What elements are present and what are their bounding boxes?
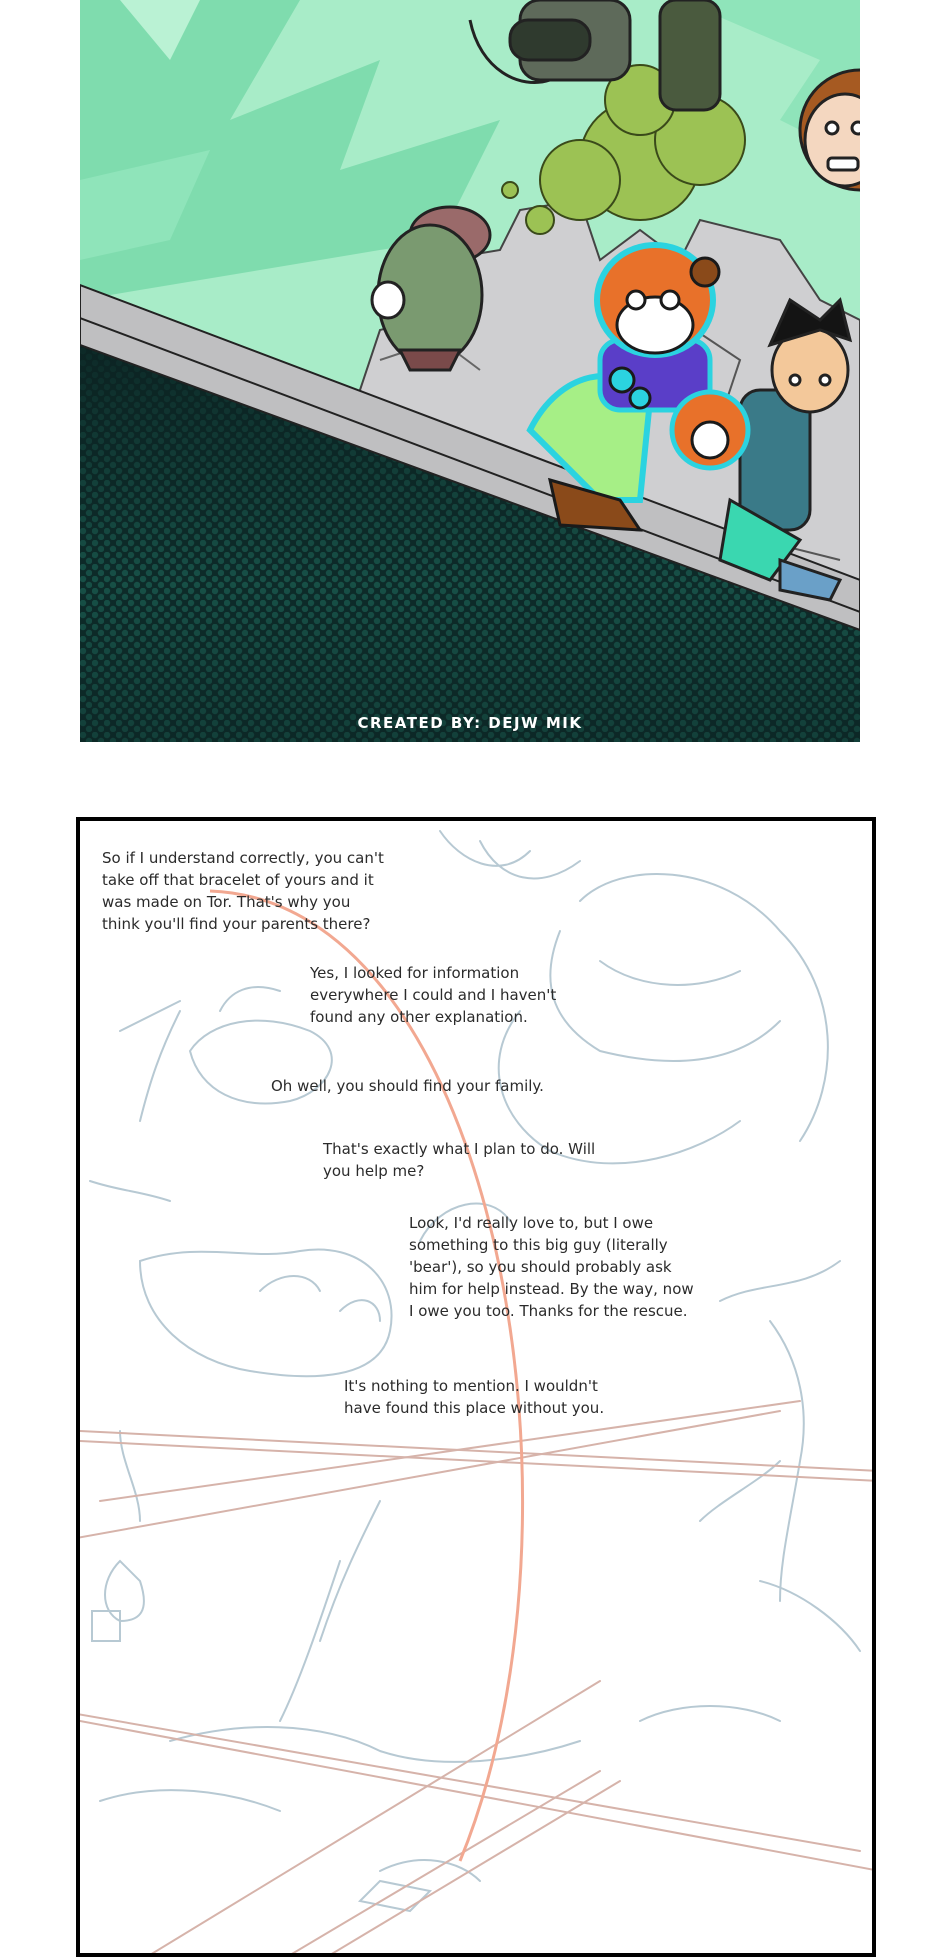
cover-credit: CREATED BY: DEJW MIK <box>357 714 583 732</box>
cover-art <box>80 0 860 742</box>
dialogue-1: So if I understand correctly, you can't take off that bracelet of yours and it was made on Tor. That's why you think you'll find your parents there? <box>102 849 384 933</box>
dialogue-2: Yes, I looked for information everywhere I could and I haven't found any other explanation. <box>310 964 557 1026</box>
dialogue-5: Look, I'd really love to, but I owe something to this big guy (literally 'bear'), so you should probably ask him for help instead. By the way, now I owe you too. Thanks for the rescue. <box>409 1214 694 1320</box>
comic-panel <box>76 817 876 1957</box>
dialogue-3: Oh well, you should find your family. <box>271 1077 544 1095</box>
cover-illustration <box>80 0 860 742</box>
dialogue-4: That's exactly what I plan to do. Will you help me? <box>323 1140 596 1180</box>
dialogue-6: It's nothing to mention. I wouldn't have found this place without you. <box>344 1377 605 1417</box>
